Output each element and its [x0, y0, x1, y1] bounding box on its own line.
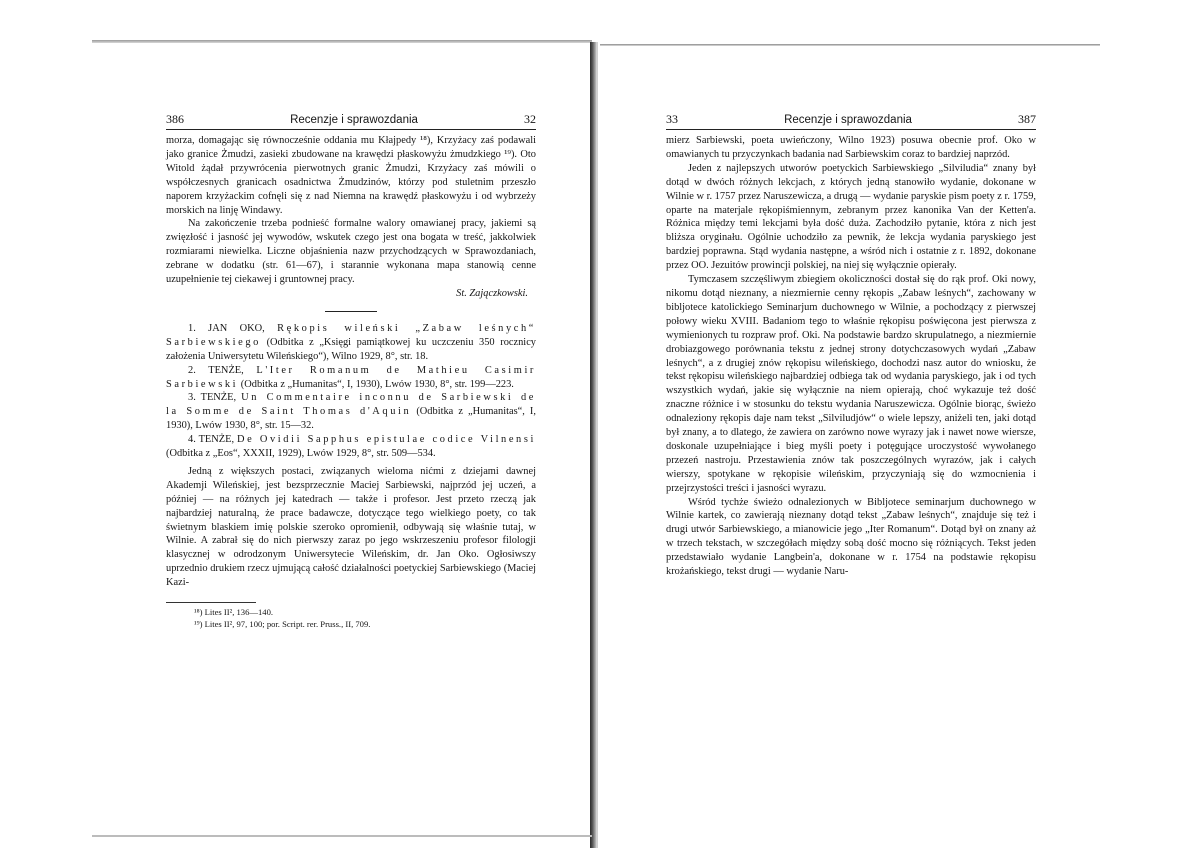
bibliography-entry-2: [166, 364, 536, 392]
left-running-head: [166, 112, 536, 130]
left-page-number: 386: [166, 112, 184, 126]
biblio-3-details: (Odbitka z „Humanitas“, I, 1930), Lwów 1930, 8°, str. 15—32.: [166, 406, 536, 432]
right-paragraph-4: Wśród tychże świeżo odnalezionych w Bibljotece seminarjum duchownego w Wilnie kartek, co zawierają nieznany dotąd tekst „Zabaw leśnych“, znajduje się też i drugi utwór Sarbiewskiego, a mianowicie jego „Iter Romanum“. Dotąd był on znany aż w trzech tekstach, w szczegółach między sobą dość mocno się różniących. Tekst jeden przedstawiało wydanie Langbein'a, dokonane w r. 1754 na podstawie rękopisu krożańskiego, tekst drugi — wydanie Naru-: [666, 496, 1036, 578]
left-paragraph-1: morza, domagając się równocześnie oddania mu Kłajpedy ¹⁸), Krzyżacy zaś podawali jako granice Żmudzi, zasieki zbudowane na krawędzi płaskowyżu żmudzkiego ¹⁹). Oto Witold żądał przywrócenia pierwotnych granic Żmudzi, Krzyżacy zaś mówili o współczesnych granicach osadnictwa Żmudzinów, którzy pod stuletnim przeszło naporem krzyżackim cofnęli się z nad Niemna na krawędź płaskowyżu i od wybrzeży morskich na linję Windawy.: [166, 135, 536, 216]
scan-edge-bottom: [92, 835, 592, 837]
biblio-3-title: Un Commentaire inconnu de Sarbiewski de la Somme de Saint Thomas d'Aquin: [166, 392, 536, 418]
bibliography-entry-4: [166, 433, 536, 461]
left-paragraph-2: Na zakończenie trzeba podnieść formalne walory omawianej pracy, jakiemi są zwięzłość i jasność jej wywodów, wskutek czego jest ona bogata w treść, jakkolwiek rozmiarami niewielka. Liczne objaśnienia nazw przychodzących w Sprawozdaniach, zebrane w dodatku (str. 61—67), i starannie wykonana mapa stanowią cenne uzupełnienie tej ciekawej i gruntownej pracy.: [166, 218, 536, 286]
book-gutter-shadow: [596, 42, 598, 848]
review-signature: St. Zajączkowski.: [456, 287, 528, 299]
biblio-1-lead: 1. JAN OKO,: [188, 322, 278, 334]
bibliography-entry-1: [166, 322, 536, 364]
footnote-19: ¹⁹) Lites II², 97, 100; por. Script. rer. Pruss., II, 709.: [194, 619, 371, 630]
left-running-title: Recenzje i sprawozdania: [290, 114, 418, 126]
right-paragraph-2: Jeden z najlepszych utworów poetyckich Sarbiewskiego „Silviludia“ znany był dotąd w dwóch różnych lekcjach, z których jedną stanowiło wydanie, dokonane w Wilnie w r. 1757 przez Naruszewicza, a drugą — wydanie paryskie pism poety z r. 1759, oparte na materjale rękopiśmiennym, zebranym przez kanonika Van der Ketten'a. Różnica między temi lekcjami była dość duża. Zachodziło pytanie, która z nich jest bliższa oryginału. Ogólnie uchodziło za pewnik, że lekcja wydania paryskiego jest bardziej poprawna. Stąd wydania następne, a wśród nich i ostatnie z r. 1892, dokonane przez OO. Jezuitów prowincji polskiej, na niej się wyłącznie opierały.: [666, 162, 1036, 272]
footnote-rule: [166, 602, 256, 603]
biblio-3-lead: 3. TENŻE,: [188, 392, 242, 404]
biblio-4-details: (Odbitka z „Eos“, XXXII, 1929), Lwów 1929, 8°, str. 509—534.: [166, 448, 436, 460]
right-paragraph-3: Tymczasem szczęśliwym zbiegiem okoliczności dostał się do rąk prof. Oki nowy, nikomu dotąd nieznany, a niezmiernie cenny rękopis „Zabaw leśnych“, zachowany w bibljotece katolickiego Seminarjum duchownego w Wilnie, a pochodzący z pierwszej połowy wieku XVIII. Badaniom tego to właśnie rękopisu poświęcona jest pierwsza z wymienionych tu rozpraw prof. Oki. Na podstawie bardzo skrupulatnego, a niezmiernie drobiazgowego porównania tekstu z jednej strony dotychczasowych wydań „Zabaw leśnych“, a z drugiej znów rękopisu wileńskiego, dochodzi nasz autor do wniosku, że tekst rękopisu wileńskiego najbardziej odbiega tak od wydania paryskiego, jak i od tych wszystkich wydań, jakie się wyłącznie na niem opierają, choć wykazuje też dość znaczne różnice i w stosunku do tekstu wydania Naruszewicza. Ogólnie biorąc, świeżo odnaleziony rękopis daje nam tekst „Silviludjów“ o wiele lepszy, aniżeli ten, jaki dotąd był znany, a to dlatego, że zawiera on zarówno nowe wyrazy jak i nawet nowe wiersze, doskonale uzupełniające i bieg myśli poety i potęgujące uroczystość wywołanego przezeń nastroju. Przestawienia znów tak poszczególnych wyrazów, jak i całych wierszy, spotykane w rękopisie wileńskim, przyczyniają się do wzmocnienia i przejrzystości treści i jasności wyrazu.: [666, 274, 1036, 494]
section-divider: [325, 311, 377, 312]
right-paragraph-1: mierz Sarbiewski, poeta uwieńczony, Wilno 1923) posuwa obecnie prof. Oko w omawianych tu przyczynkach badania nad Sarbiewskim coraz to bardziej naprzód.: [666, 135, 1036, 160]
scan-edge-top-left: [92, 40, 592, 43]
left-paragraph-3: Jedną z większych postaci, związanych wieloma nićmi z dziejami dawnej Akademji Wileńskiej, jest bezsprzecznie Maciej Sarbiewski, najprzód jej uczeń, a później — na różnych jej katedrach — także i profesor. Jest przeto rzeczą jak najbardziej naturalną, że prace badawcze, dotyczące tego wielkiego poety, co tak świetnym blaskiem imię polskie szeroko opromienił, odbywają się właśnie tutaj, w Wilnie. A zabrał się do nich pierwszy zaraz po jego wskrzeszeniu profesor filologji klasycznej w odrodzonym Uniwersytecie Wileńskim, dr. Jan Oko. Ogłosiwszy uprzednio drukiem rzecz ujmującą całość działalności poetyckiej Sarbiewskiego (Maciej Kazi-: [166, 465, 536, 589]
footnote-18: ¹⁸) Lites II², 136—140.: [194, 607, 274, 618]
biblio-1-details: (Odbitka z „Księgi pamiątkowej ku uczczeniu 350 rocznicy założenia Uniwersytetu Wileńskiego“), Wilno 1929, 8°, str. 18.: [166, 336, 536, 362]
right-running-title: Recenzje i sprawozdania: [784, 114, 912, 126]
right-page-number: 387: [1017, 112, 1036, 126]
scan-edge-top-right: [600, 44, 1100, 46]
right-running-head: [666, 112, 1036, 130]
biblio-2-details: (Odbitka z „Humanitas“, I, 1930), Lwów 1930, 8°, str. 199—223.: [238, 378, 514, 390]
right-page: [666, 112, 1036, 579]
biblio-2-lead: 2. TENŻE,: [188, 364, 257, 376]
biblio-4-title: De Ovidii Sapphus epistulae codice Vilnensi: [237, 434, 536, 446]
biblio-2-title: L'Iter Romanum de Mathieu Casimir Sarbiewski: [166, 364, 536, 390]
right-section-number: 33: [666, 112, 678, 126]
left-section-number: 32: [523, 112, 536, 126]
biblio-1-title: Rękopis wileński „Zabaw leśnych“ Sarbiewskiego: [166, 322, 536, 348]
biblio-4-lead: 4. TENŻE,: [188, 434, 238, 446]
left-page: [166, 112, 536, 630]
bibliography-entry-3: [166, 391, 536, 433]
